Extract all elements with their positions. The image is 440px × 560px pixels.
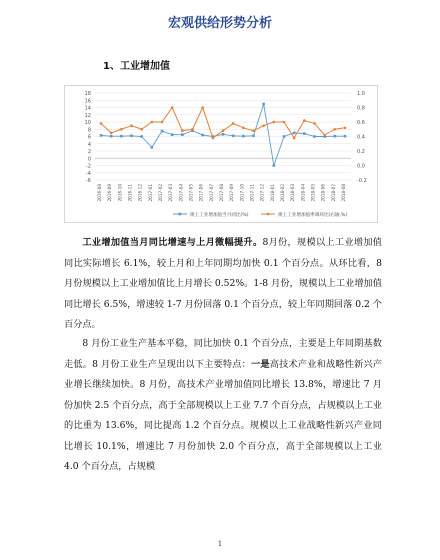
series-1-point	[293, 132, 296, 135]
y-left-tick-label: 0	[87, 156, 91, 163]
x-tick-label: 2018-07	[330, 184, 336, 202]
series-1-point	[273, 164, 276, 167]
paragraph-1-body: 8月份，规模以上工业增加值同比实际增长 6.1%，较上月和上年同期均加快 0.1 个百分点。从环比看，8 月份规模以上工业增加值比上月增长 0.52%。1-8 月份，规模以上工业增加值同比增长 6.5%，增速较 1-7 月份回落 0.1 个百分点，较上年同期回落 0.2 个百分点。	[64, 237, 382, 330]
series-1-point	[334, 135, 337, 138]
y-left-tick-label: 4	[87, 141, 91, 148]
x-tick-label: 2018-02	[280, 184, 285, 202]
y-right-tick-label: 0.0	[357, 163, 365, 170]
series-1-point	[171, 133, 174, 136]
y-right-tick-label: 0.2	[357, 149, 365, 155]
y-left-tick-label: 14	[84, 105, 91, 112]
x-tick-label: 2018-04	[300, 183, 306, 202]
series-1-point	[262, 103, 265, 106]
series-2-point	[293, 137, 296, 140]
x-tick-label: 2016-08	[97, 184, 102, 202]
x-tick-label: 2018-06	[320, 184, 326, 202]
series-2-point	[181, 129, 184, 132]
series-2-point	[283, 121, 286, 124]
y-left-tick-label: 18	[84, 91, 91, 97]
x-tick-label: 2017-05	[188, 184, 194, 202]
series-1-point	[181, 133, 184, 136]
series-2-point	[344, 127, 347, 130]
legend-marker-1	[179, 213, 182, 216]
series-2-point	[212, 137, 215, 140]
paragraph-2-intro: 8 月份工业生产基本平稳，同比加快 0.1 个百分点，主要是上年同期基数走低。8 月份工业生产呈现出以下主要特点：	[64, 338, 382, 370]
x-tick-label: 2018-01	[269, 184, 275, 202]
series-1-point	[100, 134, 103, 137]
series-1-point	[130, 134, 133, 137]
series-1-point	[344, 135, 347, 138]
series-1-point	[252, 134, 255, 137]
x-tick-label: 2017-04	[178, 184, 184, 202]
series-2-point	[201, 106, 204, 109]
industrial-value-chart	[64, 85, 378, 223]
x-tick-label: 2017-06	[198, 184, 204, 202]
series-1-point	[110, 135, 113, 138]
x-tick-label: 2016-12	[137, 184, 143, 202]
x-tick-label: 2017-12	[259, 184, 265, 202]
series-2-point	[313, 122, 316, 125]
y-left-tick-label: 6	[87, 134, 91, 141]
series-1-point	[222, 133, 225, 136]
y-left-tick-label: 2	[87, 149, 91, 155]
x-tick-label: 2017-07	[208, 184, 214, 202]
y-right-tick-label: 1.0	[357, 91, 365, 97]
legend-marker-2	[267, 213, 270, 216]
series-2-point	[130, 124, 133, 127]
series-1-point	[151, 146, 154, 149]
series-2-point	[100, 122, 103, 125]
series-1-point	[313, 135, 316, 138]
series-2-point	[110, 132, 113, 135]
series-2-point	[262, 124, 265, 127]
page-number: 1	[217, 540, 223, 548]
series-2-point	[303, 119, 306, 122]
series-1-point	[303, 132, 306, 135]
x-tick-label: 2016-11	[127, 184, 133, 202]
x-tick-label: 2016-10	[117, 184, 123, 202]
y-left-tick-label: -4	[86, 170, 91, 177]
y-right-tick-label: -0.2	[357, 178, 367, 184]
y-left-tick-label: 16	[84, 98, 91, 105]
legend-label-2: 规上工业增加值季调环比(右轴,%)	[278, 213, 348, 218]
series-1-point	[201, 134, 204, 137]
series-2-point	[161, 121, 164, 124]
x-tick-label: 2018-03	[290, 184, 296, 202]
series-1-point	[120, 135, 123, 138]
page-title: 宏观供给形势分析	[167, 16, 272, 31]
series-2-point	[171, 106, 174, 109]
series-2-point	[242, 127, 245, 130]
series-2-point	[140, 128, 143, 131]
y-left-tick-label: 10	[84, 120, 91, 126]
y-right-tick-label: 0.8	[357, 105, 365, 112]
paragraph-1-lead: 工业增加值当月同比增速与上月微幅提升。	[82, 237, 263, 248]
y-left-tick-label: 8	[87, 127, 91, 134]
series-2-point	[151, 121, 154, 124]
x-tick-label: 2017-01	[147, 184, 153, 202]
x-tick-label: 2017-08	[219, 184, 224, 202]
series-1-point	[232, 134, 235, 137]
chart-svg	[65, 86, 377, 222]
paragraph-2-point-one: 一是	[251, 358, 270, 370]
legend-label-1: 规上工业增加值当月同比(%)	[190, 213, 249, 218]
series-2-point	[323, 134, 326, 137]
x-tick-label: 2018-05	[310, 184, 316, 202]
x-tick-label: 2016-09	[107, 184, 113, 202]
series-1-point	[283, 135, 286, 138]
series-2-point	[252, 129, 255, 132]
paragraph-2-body: 高技术产业和战略性新兴产业增长继续加快。8 月份，高技术产业增加值同比增长 13.8%，增速比 7 月份加快 2.5 个百分点，高于全部规模以上工业 7.7 个百分点，占规模以上工业的比重为 13.6%，同比提高 1.2 个百分点。规模以上工业战略性新兴产业同比增长 10.1%，增速比 7 月份加快 2.0 个百分点，高于全部规模以上工业 4.0 个百分点，占规模	[64, 358, 383, 472]
x-tick-label: 2017-03	[168, 184, 174, 202]
y-right-tick-label: 0.6	[357, 120, 365, 126]
x-tick-label: 2017-09	[229, 184, 235, 202]
y-right-tick-label: 0.4	[357, 134, 365, 141]
y-left-tick-label: -6	[86, 178, 91, 184]
series-1-point	[161, 130, 164, 133]
x-tick-label: 2017-11	[249, 184, 255, 202]
y-left-tick-label: 12	[84, 112, 91, 119]
section-heading: 1、工业增加值	[103, 61, 170, 72]
series-2-point	[120, 128, 123, 131]
x-tick-label: 2017-02	[158, 184, 163, 202]
series-2-point	[334, 128, 337, 131]
y-left-tick-label: -2	[86, 163, 91, 170]
series-2-point	[222, 129, 225, 132]
x-tick-label: 2018-08	[341, 184, 346, 202]
paragraph-1	[64, 233, 382, 336]
series-1-point	[140, 135, 143, 138]
series-2-point	[232, 122, 235, 125]
paragraph-2	[64, 334, 382, 478]
series-2-point	[191, 128, 194, 131]
series-1-point	[242, 135, 245, 138]
series-2-point	[273, 121, 276, 124]
x-tick-label: 2017-10	[239, 184, 245, 202]
